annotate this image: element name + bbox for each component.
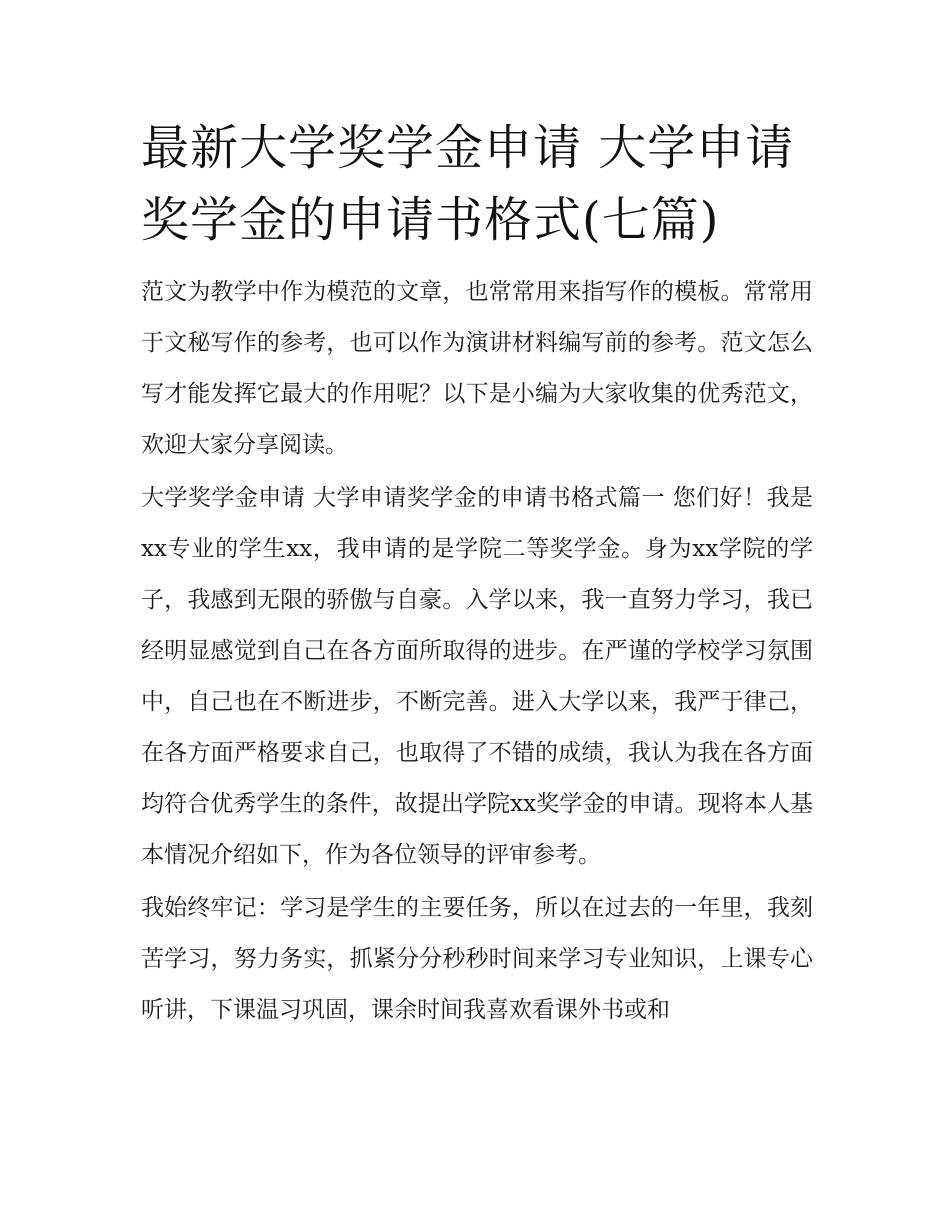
document-page [141, 112, 813, 1036]
body-paragraph-1: 大学奖学金申请 大学申请奖学金的申请书格式篇一 您们好！我是xx专业的学生xx，我申请的是学院二等奖学金。身为xx学院的学子，我感到无限的骄傲与自豪。入学以来，我一直努力学习，我已经明显感觉到自己在各方面所取得的进步。在严谨的学校学习氛围中，自己也在不断进步，不断完善。进入大学以来，我严于律己，在各方面严格要求自己，也取得了不错的成绩，我认为我在各方面均符合优秀学生的条件，故提出学院xx奖学金的申请。现将本人基本情况介绍如下，作为各位领导的评审参考。 [141, 485, 813, 868]
body-paragraph-2: 我始终牢记：学习是学生的主要任务，所以在过去的一年里，我刻苦学习，努力务实，抓紧分分秒秒时间来学习专业知识，上课专心听讲，下课温习巩固，课余时间我喜欢看课外书或和 [141, 895, 813, 1023]
document-title: 最新大学奖学金申请 大学申请奖学金的申请书格式(七篇) [141, 120, 795, 248]
intro-paragraph: 范文为教学中作为模范的文章，也常常用来指写作的模板。常常用于文秘写作的参考，也可以作为演讲材料编写前的参考。范文怎么写才能发挥它最大的作用呢？以下是小编为大家收集的优秀范文，欢迎大家分享阅读。 [141, 279, 813, 458]
